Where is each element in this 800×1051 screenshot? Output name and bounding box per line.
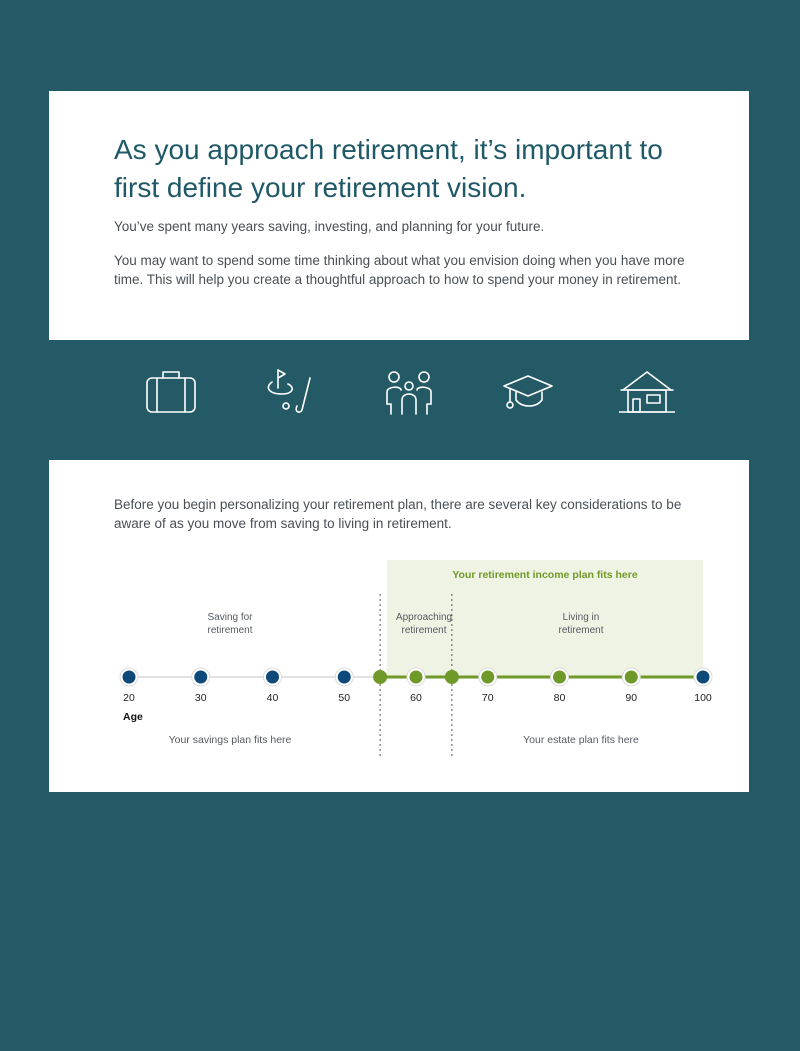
phase-living-line-2: retirement xyxy=(558,625,604,636)
headline-line-2: first define your retirement vision. xyxy=(114,172,527,203)
age-dot-30 xyxy=(194,671,207,684)
phase-saving-line-1: Saving for xyxy=(207,612,253,623)
timeline-card xyxy=(49,460,749,792)
timeline-intro-text: Before you begin personalizing your retirement plan, there are several key considerations to be aware of as you move from saving to living in retirement. xyxy=(114,497,682,531)
golf-icon xyxy=(262,368,318,416)
age-dot-20 xyxy=(123,671,136,684)
age-tick-label-40: 40 xyxy=(266,692,279,704)
intro-paragraph-1: You’ve spent many years saving, investing, and planning for your future. xyxy=(114,219,545,234)
age-dot-60 xyxy=(410,671,423,684)
intro-card xyxy=(49,91,749,340)
age-dot-40 xyxy=(266,671,279,684)
age-tick-label-90: 90 xyxy=(625,692,638,704)
age-dot-100 xyxy=(697,671,710,684)
estate-plan-label: Your estate plan fits here xyxy=(523,734,639,746)
phase-approaching-line-1: Approaching xyxy=(395,612,453,623)
family-icon xyxy=(381,368,437,416)
headline-line-1: As you approach retirement, it’s important to xyxy=(114,134,663,165)
age-dot-90 xyxy=(625,671,638,684)
timeline-marks xyxy=(120,668,712,704)
phase-living-line-1: Living in xyxy=(562,612,600,623)
age-dot-80 xyxy=(553,671,566,684)
suitcase-icon xyxy=(143,368,199,416)
age-tick-label-60: 60 xyxy=(410,692,422,704)
age-axis-label: Age xyxy=(123,711,143,723)
age-tick-label-80: 80 xyxy=(553,692,566,704)
age-dot-70 xyxy=(481,671,494,684)
retirement-timeline xyxy=(49,460,749,792)
income-plan-label: Your retirement income plan fits here xyxy=(452,569,638,581)
age-tick-label-50: 50 xyxy=(338,692,351,704)
savings-plan-label: Your savings plan fits here xyxy=(168,734,292,746)
phase-approaching-line-2: retirement xyxy=(401,625,447,636)
graduation-cap-icon xyxy=(500,368,556,416)
phase-saving-line-2: retirement xyxy=(207,625,253,636)
phase-marker-55 xyxy=(373,670,387,684)
house-icon xyxy=(619,368,675,416)
page-title xyxy=(114,131,714,207)
intro-paragraph-2: You may want to spend some time thinking about what you envision doing when you have more time. This will help you create a thoughtful approach to how to spend your money in retirement. xyxy=(114,253,685,287)
age-tick-label-70: 70 xyxy=(481,692,494,704)
age-dot-50 xyxy=(338,671,351,684)
age-tick-label-100: 100 xyxy=(694,692,712,704)
age-tick-label-20: 20 xyxy=(123,692,135,704)
age-tick-label-30: 30 xyxy=(194,692,207,704)
lifestyle-icons-row xyxy=(0,360,800,430)
phase-marker-65 xyxy=(445,670,459,684)
